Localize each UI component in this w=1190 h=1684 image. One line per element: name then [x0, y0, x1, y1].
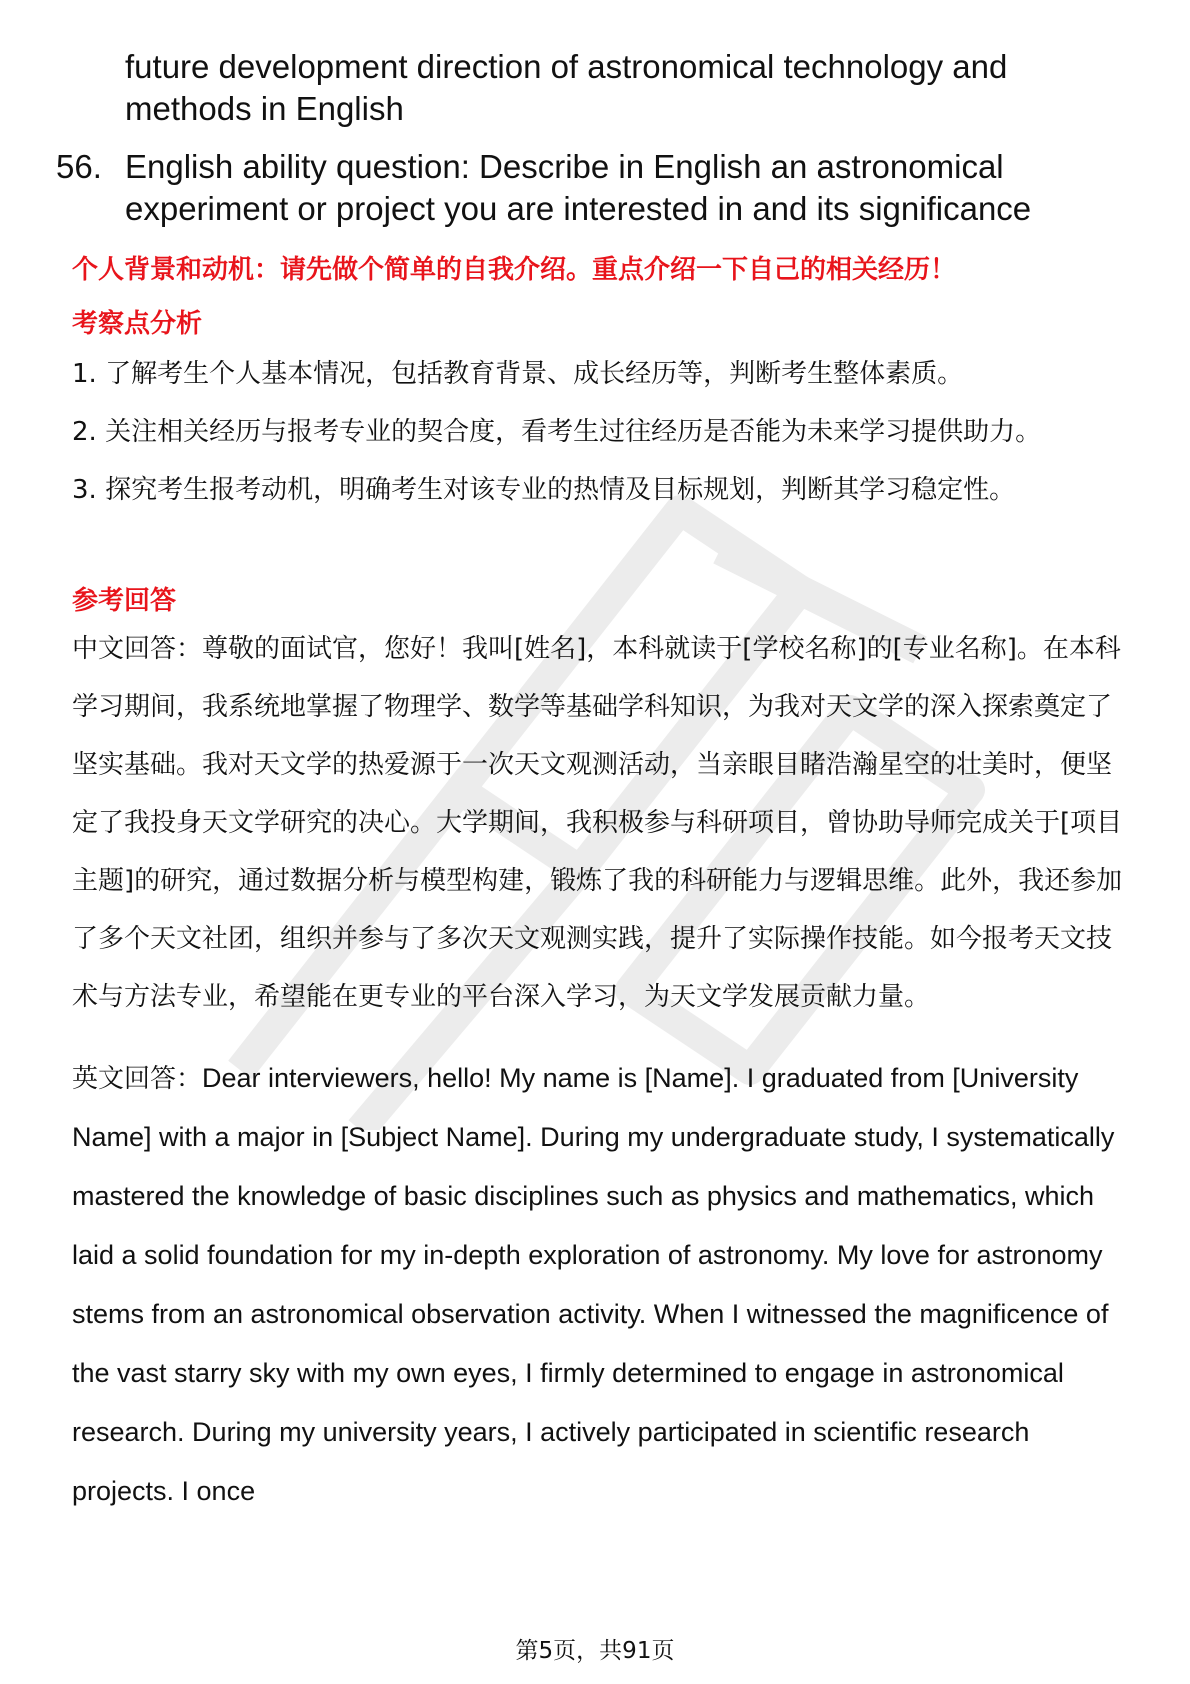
english-answer — [72, 1049, 1132, 1521]
chinese-answer-label: 中文回答： — [72, 634, 203, 664]
chinese-answer-text: 尊敬的面试官，您好！我叫[姓名]，本科就读于[学校名称]的[专业名称]。在本科学习期间，我系统地掌握了物理学、数学等基础学科知识，为我对天文学的深入探索奠定了坚实基础。我对天文学的热爱源于一次天文观测活动，当亲眼目睹浩瀚星空的壮美时，便坚定了我投身天文学研究的决心。大学期间，我积极参与科研项目，曾协助导师完成关于[项目主题]的研究，通过数据分析与模型构建，锻炼了我的科研能力与逻辑思维。此外，我还参加了多个天文社团，组织并参与了多次天文观测实践，提升了实际操作技能。如今报考天文技术与方法专业，希望能在更专业的平台深入学习，为天文学发展贡献力量。 — [72, 634, 1123, 1012]
question-item — [56, 46, 1136, 130]
chinese-answer — [72, 620, 1132, 1026]
page-footer: 第5页，共91页 — [515, 1638, 675, 1664]
english-answer-label: 英文回答： — [72, 1064, 203, 1094]
analysis-points — [72, 345, 1132, 519]
question-text: future development direction of astronomical technology and methods in English — [125, 48, 1008, 127]
analysis-point: 1. 了解考生个人基本情况，包括教育背景、成长经历等，判断考生整体素质。 — [72, 359, 964, 389]
analysis-title: 考察点分析 — [72, 309, 203, 339]
reference-title: 参考回答 — [72, 586, 177, 616]
question-item — [56, 146, 1136, 230]
question-number: 56. — [56, 148, 102, 185]
question-number — [56, 46, 125, 130]
english-answer-text: Dear interviewers, hello! My name is [Name]. I graduated from [University Name] with a major in [Subject Name]. During my undergraduate study, I systematically mastered the knowledge of basic disciplines such as physics and mathematics, which laid a solid foundation for my in-depth exploration of astronomy. My love for astronomy stems from an astronomical observation activity. When I witnessed the magnificence of the vast starry sky with my own eyes, I firmly determined to engage in astronomical research. During my university years, I actively participated in scientific research projects. I once — [72, 1063, 1115, 1506]
question-list — [56, 46, 1136, 246]
analysis-point: 3. 探究考生报考动机，明确考生对该专业的热情及目标规划，判断其学习稳定性。 — [72, 475, 1016, 505]
section-heading: 个人背景和动机：请先做个简单的自我介绍。重点介绍一下自己的相关经历！ — [72, 255, 957, 285]
analysis-point: 2. 关注相关经历与报考专业的契合度，看考生过往经历是否能为未来学习提供助力。 — [72, 417, 1042, 447]
question-text: English ability question: Describe in English an astronomical experiment or project you are interested in and its significance — [125, 148, 1032, 227]
